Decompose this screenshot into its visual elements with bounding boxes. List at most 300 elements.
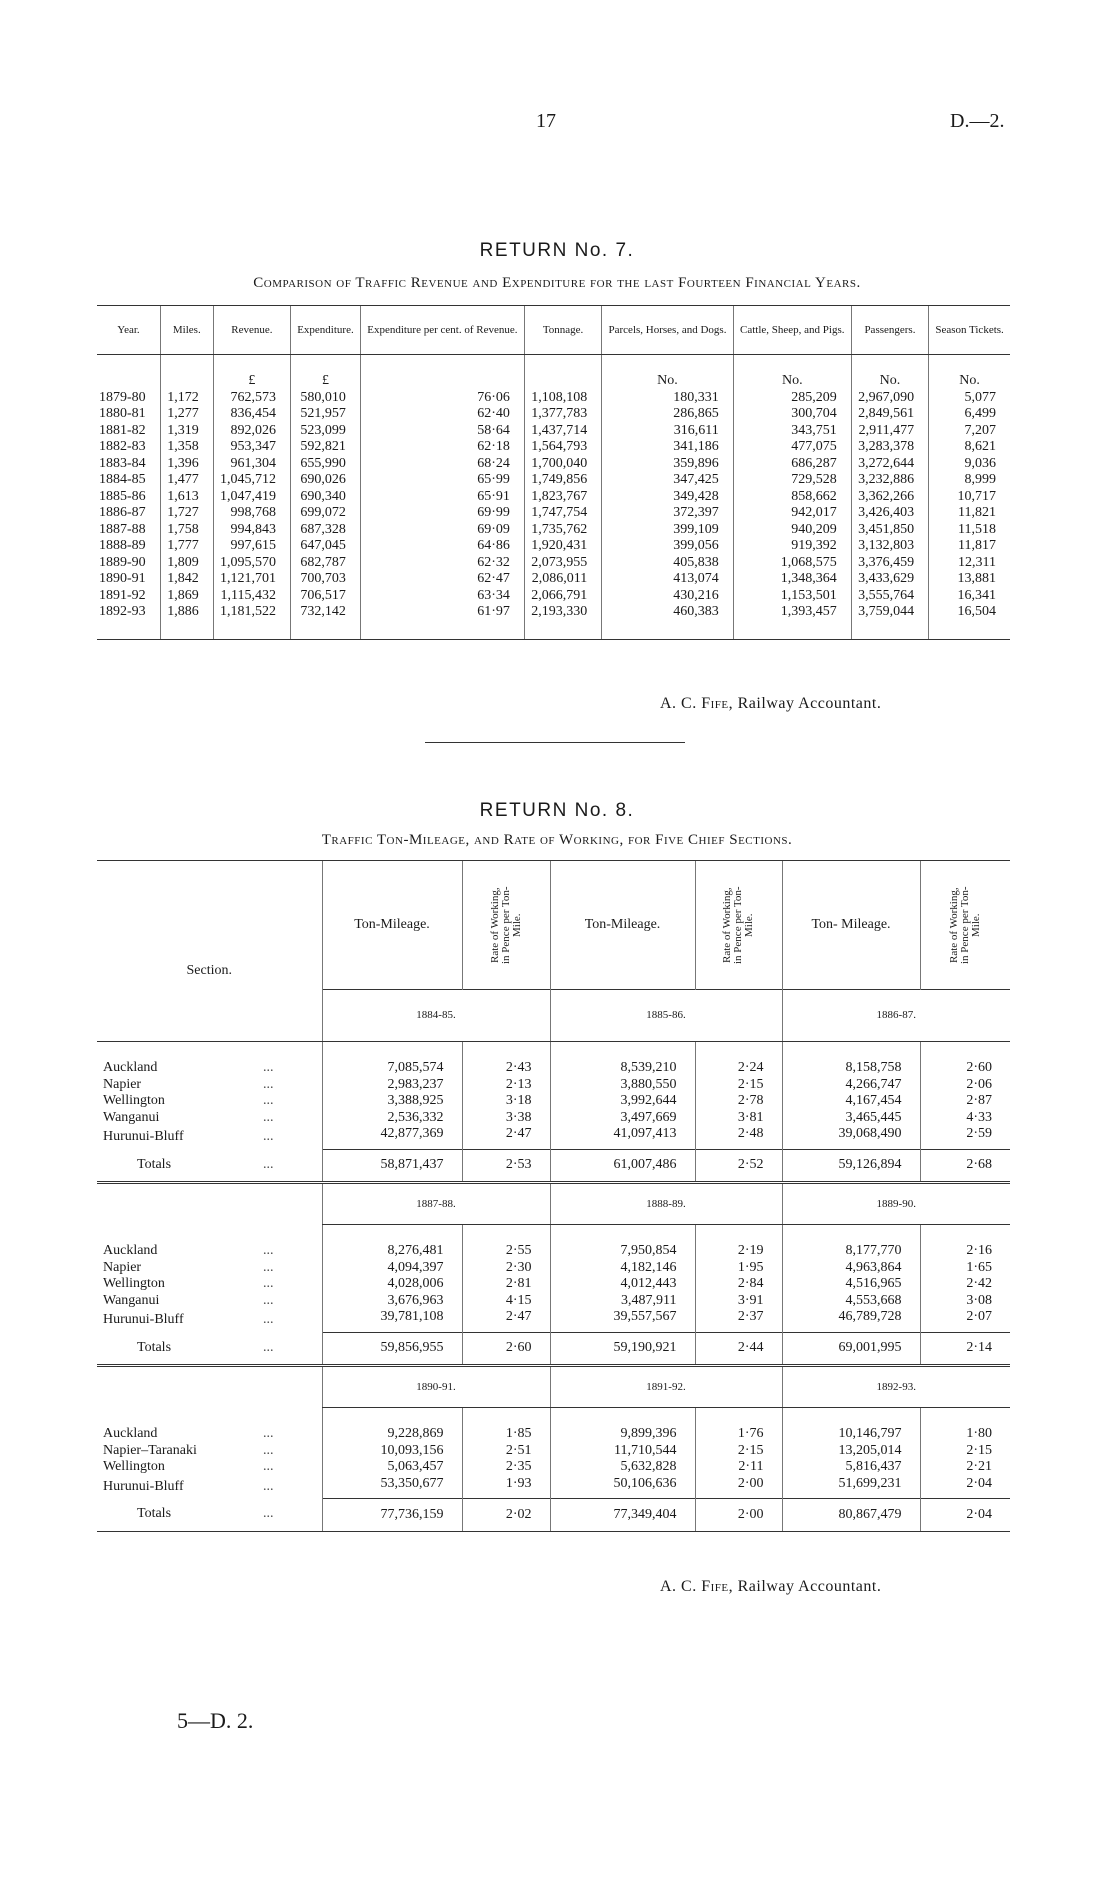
table-cell: 10,717 <box>929 489 1010 506</box>
table-cell: 372,397 <box>602 505 734 522</box>
table-cell: 41,097,413 <box>550 1126 695 1149</box>
table-cell: 2·15 <box>695 1077 782 1094</box>
table-cell: 3,132,803 <box>851 538 928 555</box>
table-cell: 2,086,011 <box>524 571 601 588</box>
section-cell <box>97 1225 322 1260</box>
table-cell: 10,093,156 <box>322 1443 462 1460</box>
table-cell: 2·48 <box>695 1126 782 1149</box>
table-cell: 285,209 <box>733 390 851 407</box>
return-7-title: RETURN No. 7. <box>479 240 635 261</box>
section-name: Wanganui <box>103 1292 160 1308</box>
table-cell: 1884-85 <box>99 472 146 487</box>
table-cell: 4,028,006 <box>322 1276 462 1293</box>
table-cell: 919,392 <box>733 538 851 555</box>
table-cell: 399,056 <box>602 538 734 555</box>
totals-value: 59,190,921 <box>550 1332 695 1366</box>
table-cell: 1,153,501 <box>733 588 851 605</box>
section-cell <box>97 1408 322 1443</box>
table-cell: 8,158,758 <box>782 1042 920 1077</box>
leader-dots: ... <box>263 1242 274 1258</box>
table-cell: 687,328 <box>291 522 361 539</box>
table-cell: 3·08 <box>920 1293 1010 1310</box>
section-name: Napier <box>103 1076 142 1092</box>
table-cell: 3,451,850 <box>851 522 928 539</box>
table-cell: 300,704 <box>733 406 851 423</box>
signature-name: A. C. Fife, <box>660 695 734 712</box>
table-cell: 1·76 <box>695 1408 782 1443</box>
table-cell: 2·37 <box>695 1309 782 1332</box>
return-7-table <box>97 305 1010 640</box>
unit-label <box>160 355 213 390</box>
table-row <box>97 1276 1010 1293</box>
table-cell: 3,555,764 <box>851 588 928 605</box>
totals-value: 2·00 <box>695 1499 782 1532</box>
table-cell: 2·47 <box>462 1126 550 1149</box>
table-cell: 62·32 <box>360 555 524 572</box>
column-header: Parcels, Horses, and Dogs. <box>602 306 734 355</box>
table-cell: 5,063,457 <box>322 1459 462 1476</box>
table-cell: 347,425 <box>602 472 734 489</box>
table-cell: 10,146,797 <box>782 1408 920 1443</box>
table-cell: 1886-87 <box>99 505 146 520</box>
leader-dots: ... <box>263 1459 274 1474</box>
table-cell: 2·43 <box>462 1042 550 1077</box>
table-cell: 682,787 <box>291 555 361 572</box>
signature-name: A. C. Fife, <box>660 1578 734 1595</box>
totals-value: 2·60 <box>462 1332 550 1366</box>
table-cell: 1,758 <box>160 522 213 539</box>
table-row <box>97 1225 1010 1260</box>
header-ton-mileage: Ton-Mileage. <box>322 861 462 990</box>
section-cell <box>97 1110 322 1127</box>
totals-cell <box>97 1149 322 1183</box>
table-cell: 4,266,747 <box>782 1077 920 1094</box>
table-cell: 1,777 <box>160 538 213 555</box>
table-cell: 69·99 <box>360 505 524 522</box>
totals-value: 59,856,955 <box>322 1332 462 1366</box>
table-cell: 69·09 <box>360 522 524 539</box>
column-header: Cattle, Sheep, and Pigs. <box>733 306 851 355</box>
table-cell: 1·85 <box>462 1408 550 1443</box>
table-cell: 580,010 <box>291 390 361 407</box>
table-cell: 430,216 <box>602 588 734 605</box>
table-cell: 1·65 <box>920 1260 1010 1277</box>
table-cell: 61·97 <box>360 604 524 639</box>
table-cell: 1892-93 <box>97 604 160 639</box>
return-8-table <box>97 860 1010 1532</box>
year-label: 1889-90. <box>782 1183 1010 1225</box>
column-header: Passengers. <box>851 306 928 355</box>
table-cell: 2·55 <box>462 1225 550 1260</box>
header-section: Section. <box>97 861 322 1042</box>
table-cell: 4,182,146 <box>550 1260 695 1277</box>
table-cell: 762,573 <box>213 390 290 407</box>
table-cell: 686,287 <box>733 456 851 473</box>
table-cell: 4,516,965 <box>782 1276 920 1293</box>
table-cell: 7,207 <box>929 423 1010 440</box>
table-row <box>97 423 1010 440</box>
table-row <box>97 1459 1010 1476</box>
table-row <box>97 1408 1010 1443</box>
table-cell: 1,181,522 <box>213 604 290 639</box>
table-cell: 13,205,014 <box>782 1443 920 1460</box>
return-8-signature <box>660 1578 881 1596</box>
table-cell: 655,990 <box>291 456 361 473</box>
table-cell: 2·42 <box>920 1276 1010 1293</box>
table-cell: 1,121,701 <box>213 571 290 588</box>
table-cell: 4,553,668 <box>782 1293 920 1310</box>
table-cell: 3,272,644 <box>851 456 928 473</box>
totals-value: 59,126,894 <box>782 1149 920 1183</box>
section-cell <box>97 1093 322 1110</box>
table-cell: 65·91 <box>360 489 524 506</box>
leader-dots: ... <box>263 1506 274 1522</box>
section-cell <box>97 1126 322 1149</box>
units-row <box>97 355 1010 390</box>
table-cell: 2·21 <box>920 1459 1010 1476</box>
table-cell: 5,816,437 <box>782 1459 920 1476</box>
leader-dots: ... <box>263 1060 274 1075</box>
year-label: 1884-85. <box>322 989 550 1041</box>
leader-dots: ... <box>263 1292 274 1308</box>
table-row <box>97 1126 1010 1149</box>
table-row <box>97 1110 1010 1127</box>
table-cell: 2·59 <box>920 1126 1010 1149</box>
column-header: Year. <box>97 306 160 355</box>
table-cell: 3,676,963 <box>322 1293 462 1310</box>
table-row <box>97 1042 1010 1077</box>
page-number: 17 <box>536 110 556 132</box>
totals-row <box>97 1149 1010 1183</box>
totals-value: 2·04 <box>920 1499 1010 1532</box>
table-cell: 2·60 <box>920 1042 1010 1077</box>
table-cell: 690,026 <box>291 472 361 489</box>
table-cell: 39,557,567 <box>550 1309 695 1332</box>
table-cell: 7,950,854 <box>550 1225 695 1260</box>
section-cell <box>97 1042 322 1077</box>
table-cell: 2,536,332 <box>322 1110 462 1127</box>
table-cell: 2·16 <box>920 1225 1010 1260</box>
table-cell: 1879-80 <box>99 389 146 405</box>
table-cell: 2·87 <box>920 1093 1010 1110</box>
table-cell: 699,072 <box>291 505 361 522</box>
table-cell: 3·91 <box>695 1293 782 1310</box>
leader-dots: ... <box>263 1276 274 1291</box>
table-cell: 700,703 <box>291 571 361 588</box>
leader-dots: ... <box>263 1129 274 1145</box>
table-cell: 7,085,574 <box>322 1042 462 1077</box>
totals-value: 77,736,159 <box>322 1499 462 1532</box>
table-cell: 2·47 <box>462 1309 550 1332</box>
table-cell: 62·18 <box>360 439 524 456</box>
table-cell: 343,751 <box>733 423 851 440</box>
totals-value: 2·53 <box>462 1149 550 1183</box>
year-label: 1890-91. <box>322 1366 550 1408</box>
section-name: Hurunui-Bluff <box>103 1129 184 1145</box>
table-cell: 68·24 <box>360 456 524 473</box>
table-cell: 11,710,544 <box>550 1443 695 1460</box>
table-cell: 4·15 <box>462 1293 550 1310</box>
unit-label: No. <box>929 355 1010 390</box>
table-cell: 11,817 <box>929 538 1010 555</box>
header-ton-mileage: Ton-Mileage. <box>550 861 695 990</box>
table-cell: 2,073,955 <box>524 555 601 572</box>
table-header-row <box>97 306 1010 355</box>
table-cell: 3·18 <box>462 1093 550 1110</box>
table-cell: 2·15 <box>920 1443 1010 1460</box>
table-cell: 1,068,575 <box>733 555 851 572</box>
section-name: Wellington <box>103 1276 165 1291</box>
section-cell <box>97 1276 322 1293</box>
section-cell <box>97 1260 322 1277</box>
return-8-title: RETURN No. 8. <box>479 800 635 821</box>
signature-title: Railway Accountant. <box>737 695 882 712</box>
totals-row <box>97 1499 1010 1532</box>
table-cell: 8,177,770 <box>782 1225 920 1260</box>
table-row <box>97 604 1010 639</box>
table-cell: 13,881 <box>929 571 1010 588</box>
table-cell: 39,068,490 <box>782 1126 920 1149</box>
table-cell: 63·34 <box>360 588 524 605</box>
table-cell: 1,869 <box>160 588 213 605</box>
table-cell: 316,611 <box>602 423 734 440</box>
section-name: Auckland <box>103 1425 158 1441</box>
section-cell <box>97 1476 322 1499</box>
table-row <box>97 505 1010 522</box>
table-cell: 3,376,459 <box>851 555 928 572</box>
table-cell: 1888-89 <box>99 538 146 553</box>
table-cell: 942,017 <box>733 505 851 522</box>
table-cell: 1,700,040 <box>524 456 601 473</box>
table-cell: 1·95 <box>695 1260 782 1277</box>
column-header: Expenditure. <box>291 306 361 355</box>
column-header: Season Tickets. <box>929 306 1010 355</box>
table-cell: 2·07 <box>920 1309 1010 1332</box>
table-cell: 1,437,714 <box>524 423 601 440</box>
table-cell: 3·81 <box>695 1110 782 1127</box>
table-cell: 341,186 <box>602 439 734 456</box>
table-cell: 9,899,396 <box>550 1408 695 1443</box>
table-cell: 2,066,791 <box>524 588 601 605</box>
table-row <box>97 439 1010 456</box>
table-cell: 1,477 <box>160 472 213 489</box>
table-cell: 6,499 <box>929 406 1010 423</box>
table-cell: 2,967,090 <box>851 390 928 407</box>
table-cell: 4,094,397 <box>322 1260 462 1277</box>
year-label: 1892-93. <box>782 1366 1010 1408</box>
table-cell: 836,454 <box>213 406 290 423</box>
leader-dots: ... <box>263 1076 274 1092</box>
table-cell: 1882-83 <box>99 439 146 454</box>
table-cell: 1,319 <box>160 423 213 440</box>
table-cell: 399,109 <box>602 522 734 539</box>
table-cell: 2·19 <box>695 1225 782 1260</box>
totals-value: 61,007,486 <box>550 1149 695 1183</box>
year-row <box>97 1366 1010 1408</box>
table-cell: 953,347 <box>213 439 290 456</box>
table-cell: 477,075 <box>733 439 851 456</box>
table-cell: 4,963,864 <box>782 1260 920 1277</box>
table-cell: 647,045 <box>291 538 361 555</box>
table-cell: 2·15 <box>695 1443 782 1460</box>
return-8-subtitle: Traffic Ton-Mileage, and Rate of Working, for Five Chief Sections. <box>321 832 793 848</box>
table-cell: 1885-86 <box>99 488 146 504</box>
section-cell <box>97 1293 322 1310</box>
totals-cell <box>97 1332 322 1366</box>
table-row <box>97 522 1010 539</box>
table-cell: 961,304 <box>213 456 290 473</box>
table-cell: 3,465,445 <box>782 1110 920 1127</box>
table-row <box>97 1476 1010 1499</box>
table-cell: 1,735,762 <box>524 522 601 539</box>
table-cell: 76·06 <box>360 390 524 407</box>
table-cell: 180,331 <box>602 390 734 407</box>
table-cell: 521,957 <box>291 406 361 423</box>
table-cell: 706,517 <box>291 588 361 605</box>
table-cell: 2·35 <box>462 1459 550 1476</box>
unit-label <box>360 355 524 390</box>
section-name: Wellington <box>103 1459 165 1474</box>
table-cell: 1890-91 <box>99 571 146 586</box>
table-cell: 4,167,454 <box>782 1093 920 1110</box>
table-cell: 1,377,783 <box>524 406 601 423</box>
table-cell: 286,865 <box>602 406 734 423</box>
table-cell: 2·30 <box>462 1260 550 1277</box>
section-cell <box>97 1077 322 1094</box>
table-cell: 2·13 <box>462 1077 550 1094</box>
table-cell: 1883-84 <box>99 455 146 471</box>
table-cell: 9,228,869 <box>322 1408 462 1443</box>
unit-label <box>97 355 160 390</box>
table-cell: 16,504 <box>929 604 1010 639</box>
totals-value: 2·44 <box>695 1332 782 1366</box>
table-header-row <box>97 861 1010 990</box>
table-cell: 413,074 <box>602 571 734 588</box>
table-cell: 349,428 <box>602 489 734 506</box>
section-name: Auckland <box>103 1242 158 1258</box>
table-cell: 1,348,364 <box>733 571 851 588</box>
table-cell: 65·99 <box>360 472 524 489</box>
table-cell: 8,999 <box>929 472 1010 489</box>
section-name: Wellington <box>103 1093 165 1108</box>
table-cell: 1,047,419 <box>213 489 290 506</box>
table-cell: 64·86 <box>360 538 524 555</box>
totals-cell <box>97 1499 322 1532</box>
column-header: Expenditure per cent. of Revenue. <box>360 306 524 355</box>
table-row <box>97 390 1010 407</box>
year-label: 1888-89. <box>550 1183 782 1225</box>
table-cell: 997,615 <box>213 538 290 555</box>
leader-dots: ... <box>263 1312 274 1328</box>
table-row <box>97 571 1010 588</box>
table-cell: 1891-92 <box>99 587 146 603</box>
year-row <box>97 1183 1010 1225</box>
table-cell: 3,362,266 <box>851 489 928 506</box>
table-cell: 9,036 <box>929 456 1010 473</box>
table-cell: 62·47 <box>360 571 524 588</box>
table-cell: 8,621 <box>929 439 1010 456</box>
table-cell: 2·06 <box>920 1077 1010 1094</box>
table-row <box>97 1260 1010 1277</box>
year-label: 1885-86. <box>550 989 782 1041</box>
table-cell: 1,920,431 <box>524 538 601 555</box>
table-cell: 4·33 <box>920 1110 1010 1127</box>
table-cell: 1,613 <box>160 489 213 506</box>
table-cell: 1,277 <box>160 406 213 423</box>
return-7-signature <box>660 695 881 713</box>
totals-value: 2·14 <box>920 1332 1010 1366</box>
table-cell: 50,106,636 <box>550 1476 695 1499</box>
table-cell: 998,768 <box>213 505 290 522</box>
table-cell: 858,662 <box>733 489 851 506</box>
section-cell <box>97 1309 322 1332</box>
table-cell: 11,821 <box>929 505 1010 522</box>
section-name: Wanganui <box>103 1109 160 1125</box>
totals-row <box>97 1332 1010 1366</box>
table-cell: 12,311 <box>929 555 1010 572</box>
table-cell: 1,396 <box>160 456 213 473</box>
table-cell: 1,747,754 <box>524 505 601 522</box>
table-cell: 2·81 <box>462 1276 550 1293</box>
table-cell: 1,727 <box>160 505 213 522</box>
table-cell: 1,564,793 <box>524 439 601 456</box>
table-cell: 940,209 <box>733 522 851 539</box>
section-spacer <box>97 1183 322 1225</box>
table-cell: 1880-81 <box>99 406 146 421</box>
table-cell: 2,849,561 <box>851 406 928 423</box>
table-cell: 39,781,108 <box>322 1309 462 1332</box>
table-row <box>97 538 1010 555</box>
table-cell: 994,843 <box>213 522 290 539</box>
table-row <box>97 456 1010 473</box>
header-rate: Rate of Working, in Pence per Ton-Mile. <box>488 886 523 964</box>
table-cell: 3·38 <box>462 1110 550 1127</box>
page-footer: 5—D. 2. <box>177 1708 254 1733</box>
table-cell: 51,699,231 <box>782 1476 920 1499</box>
table-cell: 3,497,669 <box>550 1110 695 1127</box>
table-cell: 729,528 <box>733 472 851 489</box>
table-cell: 1887-88 <box>99 521 146 537</box>
table-row <box>97 588 1010 605</box>
table-cell: 2·04 <box>920 1476 1010 1499</box>
header-rate: Rate of Working, in Pence per Ton-Mile. <box>721 886 755 964</box>
table-cell: 1,749,856 <box>524 472 601 489</box>
totals-value: 69,001,995 <box>782 1332 920 1366</box>
table-cell: 1·80 <box>920 1408 1010 1443</box>
table-cell: 1,809 <box>160 555 213 572</box>
table-cell: 1889-90 <box>99 554 146 570</box>
table-row <box>97 489 1010 506</box>
table-row <box>97 1293 1010 1310</box>
totals-label: Totals <box>137 1156 172 1172</box>
table-cell: 3,283,378 <box>851 439 928 456</box>
totals-value: 2·52 <box>695 1149 782 1183</box>
header-ton-mileage: Ton- Mileage. <box>782 861 920 990</box>
table-row <box>97 472 1010 489</box>
leader-dots: ... <box>263 1442 274 1458</box>
totals-value: 77,349,404 <box>550 1499 695 1532</box>
year-label: 1886-87. <box>782 989 1010 1041</box>
table-cell: 8,539,210 <box>550 1042 695 1077</box>
table-cell: 58·64 <box>360 423 524 440</box>
section-name: Hurunui-Bluff <box>103 1478 184 1494</box>
table-cell: 5,077 <box>929 390 1010 407</box>
table-cell: 42,877,369 <box>322 1126 462 1149</box>
table-row <box>97 1093 1010 1110</box>
table-cell: 690,340 <box>291 489 361 506</box>
leader-dots: ... <box>263 1259 274 1275</box>
signature-title: Railway Accountant. <box>737 1578 882 1595</box>
